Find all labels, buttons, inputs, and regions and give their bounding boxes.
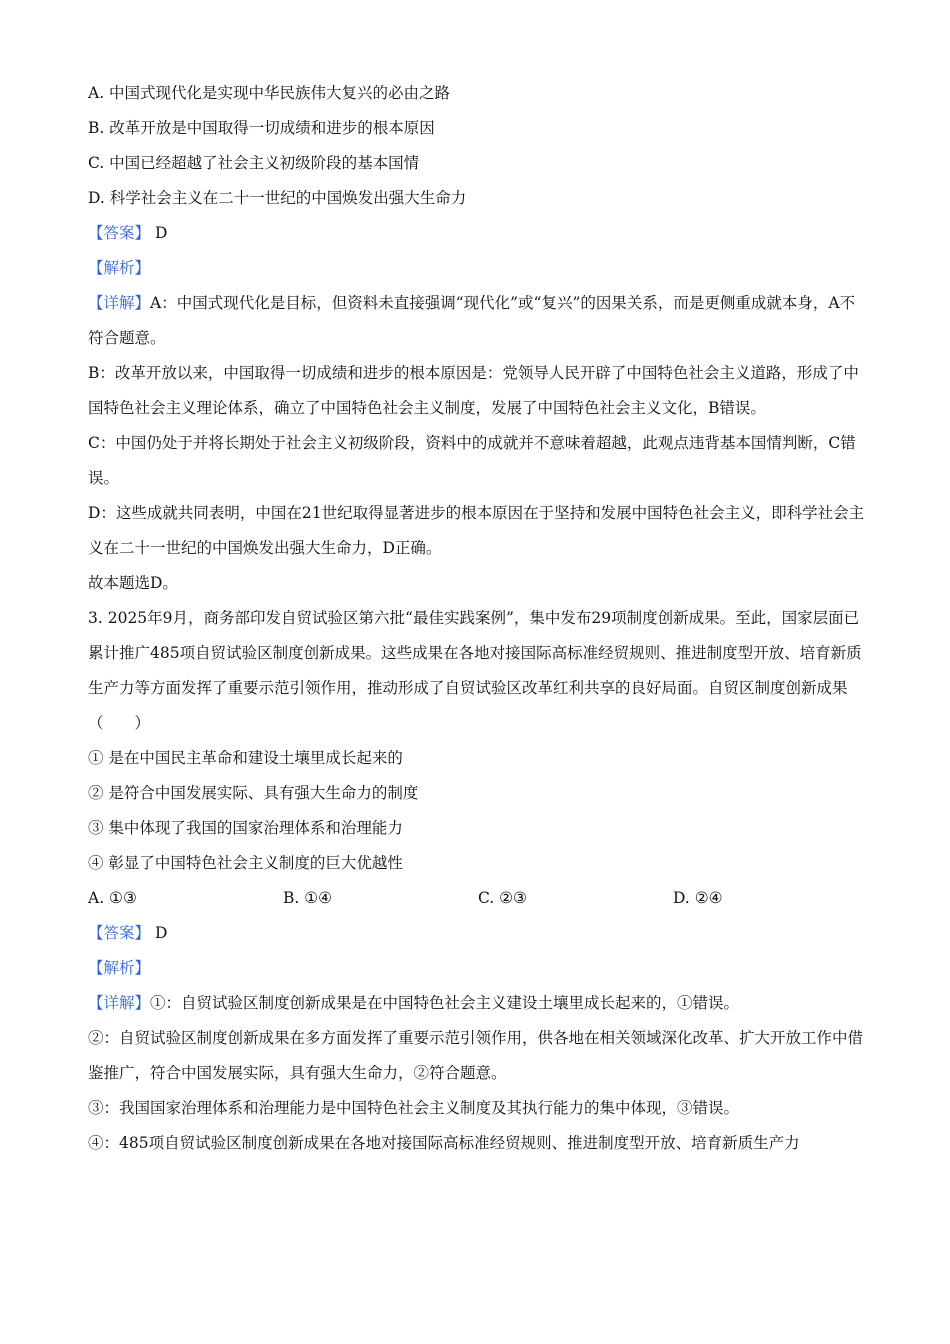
q2-detail-d: D：这些成就共同表明，中国在21世纪取得显著进步的根本原因在于坚持和发展中国特色社会主义，即科学社会主义在二十一世纪的中国焕发出强大生命力，D正确。 — [88, 504, 865, 557]
q3-detail-1 — [88, 986, 868, 1021]
q2-conclusion: 故本题选D。 — [88, 574, 178, 592]
q2-detail-a-text: A：中国式现代化是目标，但资料未直接强调“现代化”或“复兴”的因果关系，而是更侧重成就本身，A不符合题意。 — [88, 294, 856, 347]
q3-item-2: ② 是符合中国发展实际、具有强大生命力的制度 — [88, 784, 419, 802]
q3-detail-1-text: ①：自贸试验区制度创新成果是在中国特色社会主义建设土壤里成长起来的，①错误。 — [150, 994, 740, 1012]
q2-answer-tag: 【答案】 — [88, 224, 151, 242]
q3-item-4: ④ 彰显了中国特色社会主义制度的巨大优越性 — [88, 854, 403, 872]
q3-answer — [88, 916, 868, 951]
q3-analysis-tag: 【解析】 — [88, 959, 151, 977]
q2-detail-c: C：中国仍处于并将长期处于社会主义初级阶段，资料中的成就并不意味着超越，此观点违背基本国情判断，C错误。 — [88, 434, 856, 487]
q3-choice-a: A. ①③ — [88, 889, 137, 907]
q3-choice-d: D. ②④ — [673, 889, 723, 907]
q3-detail-4: ④：485项自贸试验区制度创新成果在各地对接国际高标准经贸规则、推进制度型开放、培育新质生产力 — [88, 1134, 800, 1152]
q3-answer-value: D — [154, 924, 168, 942]
q3-answer-tag: 【答案】 — [88, 924, 151, 942]
q3-choice-b: B. ①④ — [283, 889, 333, 907]
q2-option-d: D. 科学社会主义在二十一世纪的中国焕发出强大生命力 — [88, 189, 467, 207]
q2-detail-a — [88, 286, 868, 356]
q2-option-c: C. 中国已经超越了社会主义初级阶段的基本国情 — [88, 154, 420, 172]
q3-item-1: ① 是在中国民主革命和建设土壤里成长起来的 — [88, 749, 403, 767]
q3-detail-3: ③：我国国家治理体系和治理能力是中国特色社会主义制度及其执行能力的集中体现，③错误。 — [88, 1099, 740, 1117]
document-page — [88, 76, 868, 1161]
q2-detail-tag: 【详解】 — [88, 294, 151, 312]
q3-choices — [88, 881, 868, 916]
q2-analysis-heading — [88, 251, 868, 286]
q3-choice-c: C. ②③ — [478, 889, 527, 907]
q2-option-b: B. 改革开放是中国取得一切成绩和进步的根本原因 — [88, 119, 435, 137]
q2-option-a: A. 中国式现代化是实现中华民族伟大复兴的必由之路 — [88, 84, 451, 102]
q2-answer-value: D — [154, 224, 168, 242]
q2-answer — [88, 216, 868, 251]
q3-item-3: ③ 集中体现了我国的国家治理体系和治理能力 — [88, 819, 403, 837]
q3-stem: 3. 2025年9月，商务部印发自贸试验区第六批“最佳实践案例”，集中发布29项制度创新成果。至此，国家层面已累计推广485项自贸试验区制度创新成果。这些成果在各地对接国际高标准经贸规则、推进制度型开放、培育新质生产力等方面发挥了重要示范引领作用，推动形成了自贸试验区改革红利共享的良好局面。自贸区制度创新成果（ ） — [88, 609, 862, 732]
q3-analysis-heading — [88, 951, 868, 986]
q3-detail-2: ②：自贸试验区制度创新成果在多方面发挥了重要示范引领作用，供各地在相关领域深化改革、扩大开放工作中借鉴推广，符合中国发展实际，具有强大生命力，②符合题意。 — [88, 1029, 864, 1082]
q3-detail-tag: 【详解】 — [88, 994, 151, 1012]
q2-detail-b: B：改革开放以来，中国取得一切成绩和进步的根本原因是：党领导人民开辟了中国特色社会主义道路，形成了中国特色社会主义理论体系，确立了中国特色社会主义制度，发展了中国特色社会主义文化，B错误。 — [88, 364, 859, 417]
q2-analysis-tag: 【解析】 — [88, 259, 151, 277]
